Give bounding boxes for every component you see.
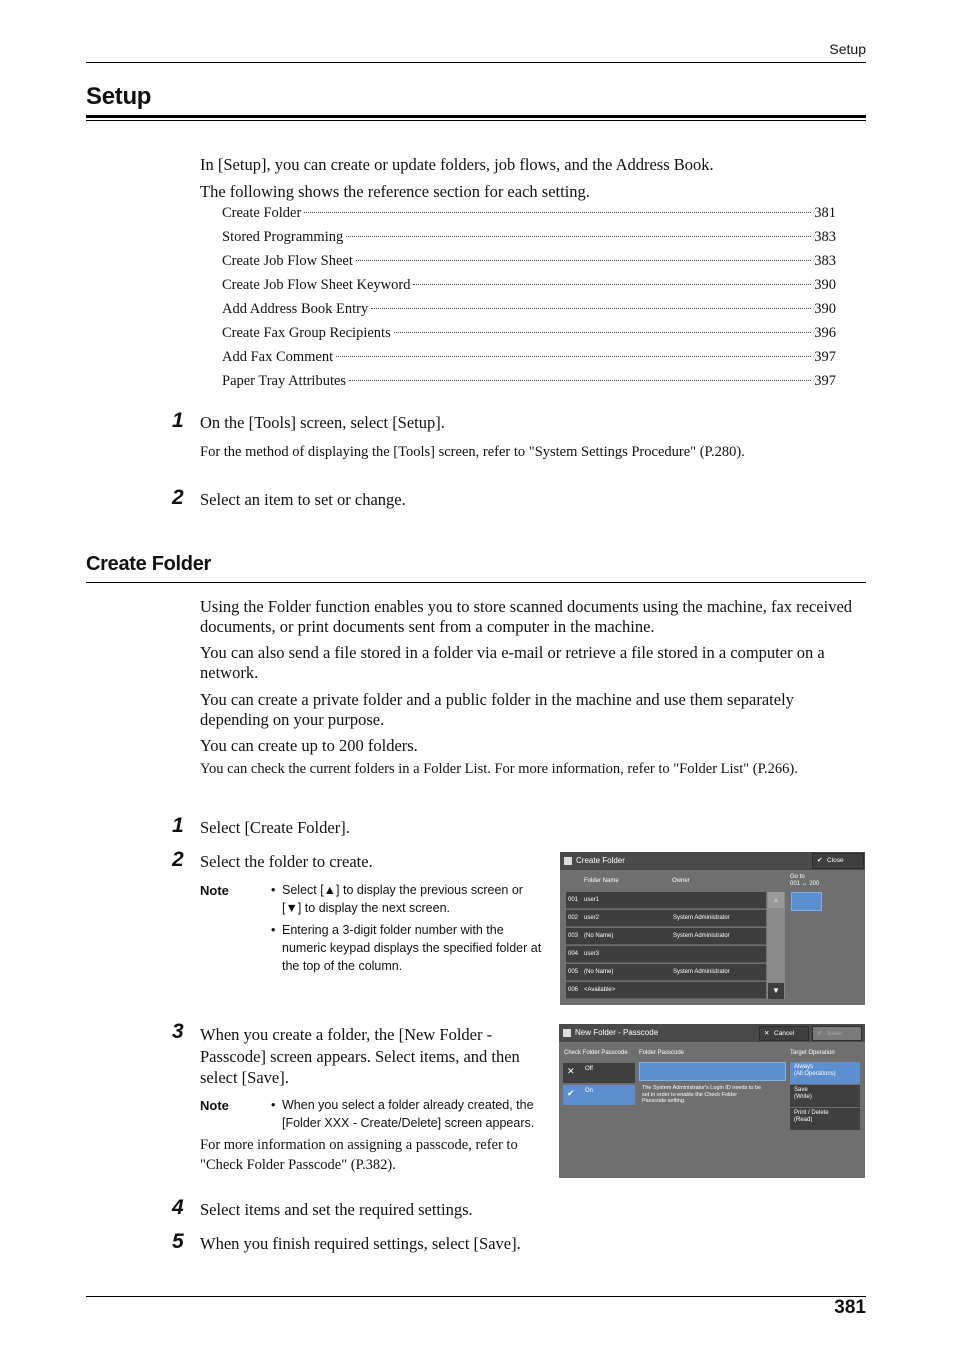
screen-title: New Folder - Passcode	[559, 1024, 865, 1042]
reference-list	[222, 205, 836, 397]
step-text: On the [Tools] screen, select [Setup].	[200, 413, 445, 432]
close-button[interactable]: ✔ Close	[812, 853, 864, 869]
step-number: 4	[172, 1196, 184, 1219]
page-number: 381	[834, 1297, 866, 1318]
toc-entry[interactable]: Create Folder 381	[222, 205, 836, 221]
table-row[interactable]: 005 (No Name) System Administrator	[566, 964, 766, 981]
save-button[interactable]: ✔ Save	[812, 1026, 862, 1041]
column-header-owner: Owner	[672, 878, 690, 884]
table-row[interactable]: 002 user2 System Administrator	[566, 910, 766, 927]
on-option[interactable]: ✔ On	[563, 1085, 635, 1105]
toc-entry[interactable]: Add Address Book Entry 390	[222, 301, 836, 317]
step-text: Select an item to set or change.	[200, 490, 406, 509]
step-text: When you finish required settings, select [Save].	[200, 1234, 521, 1253]
step-text: Select the folder to create.	[200, 852, 373, 871]
step-subtext: For the method of displaying the [Tools] screen, refer to "System Settings Procedure" (P.280).	[200, 444, 745, 460]
step-text: When you create a folder, the [New Folder - Passcode] screen appears. Select items, and then select [Save].	[200, 1025, 520, 1087]
running-header: Setup	[829, 41, 866, 57]
toc-entry[interactable]: Stored Programming 383	[222, 229, 836, 245]
passcode-input[interactable]	[639, 1062, 786, 1081]
toc-entry[interactable]: Create Fax Group Recipients 396	[222, 325, 836, 341]
step-text: Select [Create Folder].	[200, 818, 350, 837]
setup-ref-intro: The following shows the reference section for each setting.	[200, 182, 590, 201]
step-text: Select items and set the required settings.	[200, 1200, 473, 1219]
table-row[interactable]: 006 <Available>	[566, 982, 766, 999]
screen-title: Create Folder	[560, 852, 865, 870]
target-operation-label: Target Operation	[790, 1050, 835, 1056]
check-icon: ✔	[817, 1030, 823, 1037]
title-rule-thin	[86, 120, 866, 121]
paragraph: You can create up to 200 folders.	[200, 736, 418, 755]
small-note: You can check the current folders in a Folder List. For more information, refer to "Folder List" (P.266).	[200, 761, 798, 777]
table-row[interactable]: 003 (No Name) System Administrator	[566, 928, 766, 945]
check-icon: ✔	[567, 1088, 575, 1098]
paragraph: You can create a private folder and a public folder in the machine and use them separately depending on your purpose.	[200, 690, 794, 729]
scroll-up-button[interactable]: ▲	[768, 892, 784, 908]
goto-input[interactable]	[791, 892, 822, 911]
table-row[interactable]: 004 user3	[566, 946, 766, 963]
target-always[interactable]: Always (All Operations)	[790, 1062, 860, 1084]
note-item: • Entering a 3-digit folder number with the numeric keypad displays the specified folder at the top of the column.	[270, 921, 545, 975]
step-number: 3	[172, 1020, 184, 1043]
step-number: 2	[172, 848, 184, 871]
subsection-rule	[86, 582, 866, 583]
passcode-label: Folder Passcode	[639, 1050, 685, 1056]
check-icon: ✔	[817, 857, 823, 864]
goto-label: Go to	[790, 874, 805, 880]
create-folder-screenshot	[560, 852, 865, 1005]
goto-range: 001 ↔ 200	[790, 881, 820, 887]
toc-entry[interactable]: Add Fax Comment 397	[222, 349, 836, 365]
toc-entry[interactable]: Create Job Flow Sheet Keyword 390	[222, 277, 836, 293]
cancel-button[interactable]: ✕ Cancel	[759, 1026, 809, 1041]
folder-icon	[564, 857, 572, 865]
folder-icon	[563, 1029, 571, 1037]
table-row[interactable]: 001 user1	[566, 892, 766, 909]
passcode-screenshot	[559, 1024, 865, 1178]
close-icon: ✕	[567, 1066, 575, 1076]
paragraph: You can also send a file stored in a folder via e-mail or retrieve a file stored in a computer on a network.	[200, 643, 825, 682]
setup-intro: In [Setup], you can create or update folders, job flows, and the Address Book.	[200, 155, 714, 174]
target-save[interactable]: Save (Write)	[790, 1085, 860, 1107]
subsection-title: Create Folder	[86, 553, 212, 575]
scroll-down-button[interactable]: ▼	[768, 983, 784, 999]
paragraph: Using the Folder function enables you to store scanned documents using the machine, fax received documents, or print documents sent from a computer in the machine.	[200, 597, 853, 636]
step-number: 1	[172, 409, 184, 432]
step-number: 2	[172, 486, 184, 509]
column-header-name: Folder Name	[584, 878, 619, 884]
step-number: 5	[172, 1230, 184, 1253]
footer-rule	[86, 1296, 866, 1297]
step-more-info: For more information on assigning a passcode, refer to "Check Folder Passcode" (P.382).	[200, 1137, 518, 1173]
passcode-message: The System Administrator's Login ID needs to be set in order to enable the Check Folder Passcode setting.	[642, 1085, 762, 1104]
note-item: • Select [▲] to display the previous screen or [▼] to display the next screen.	[270, 881, 545, 917]
check-passcode-label: Check Folder Passcode	[564, 1050, 628, 1056]
note-list	[270, 881, 545, 979]
title-rule-thick	[86, 115, 866, 118]
note-item: • When you select a folder already created, the [Folder XXX - Create/Delete] screen appears.	[270, 1096, 545, 1132]
target-print-delete[interactable]: Print / Delete (Read)	[790, 1108, 860, 1130]
close-icon: ✕	[764, 1030, 770, 1037]
note-label: Note	[200, 883, 229, 898]
toc-entry[interactable]: Paper Tray Attributes 397	[222, 373, 836, 389]
header-rule	[86, 62, 866, 63]
note-list	[270, 1096, 545, 1136]
note-label: Note	[200, 1098, 229, 1113]
section-title: Setup	[86, 83, 152, 110]
toc-entry[interactable]: Create Job Flow Sheet 383	[222, 253, 836, 269]
step-number: 1	[172, 814, 184, 837]
off-option[interactable]: ✕ Off	[563, 1063, 635, 1083]
